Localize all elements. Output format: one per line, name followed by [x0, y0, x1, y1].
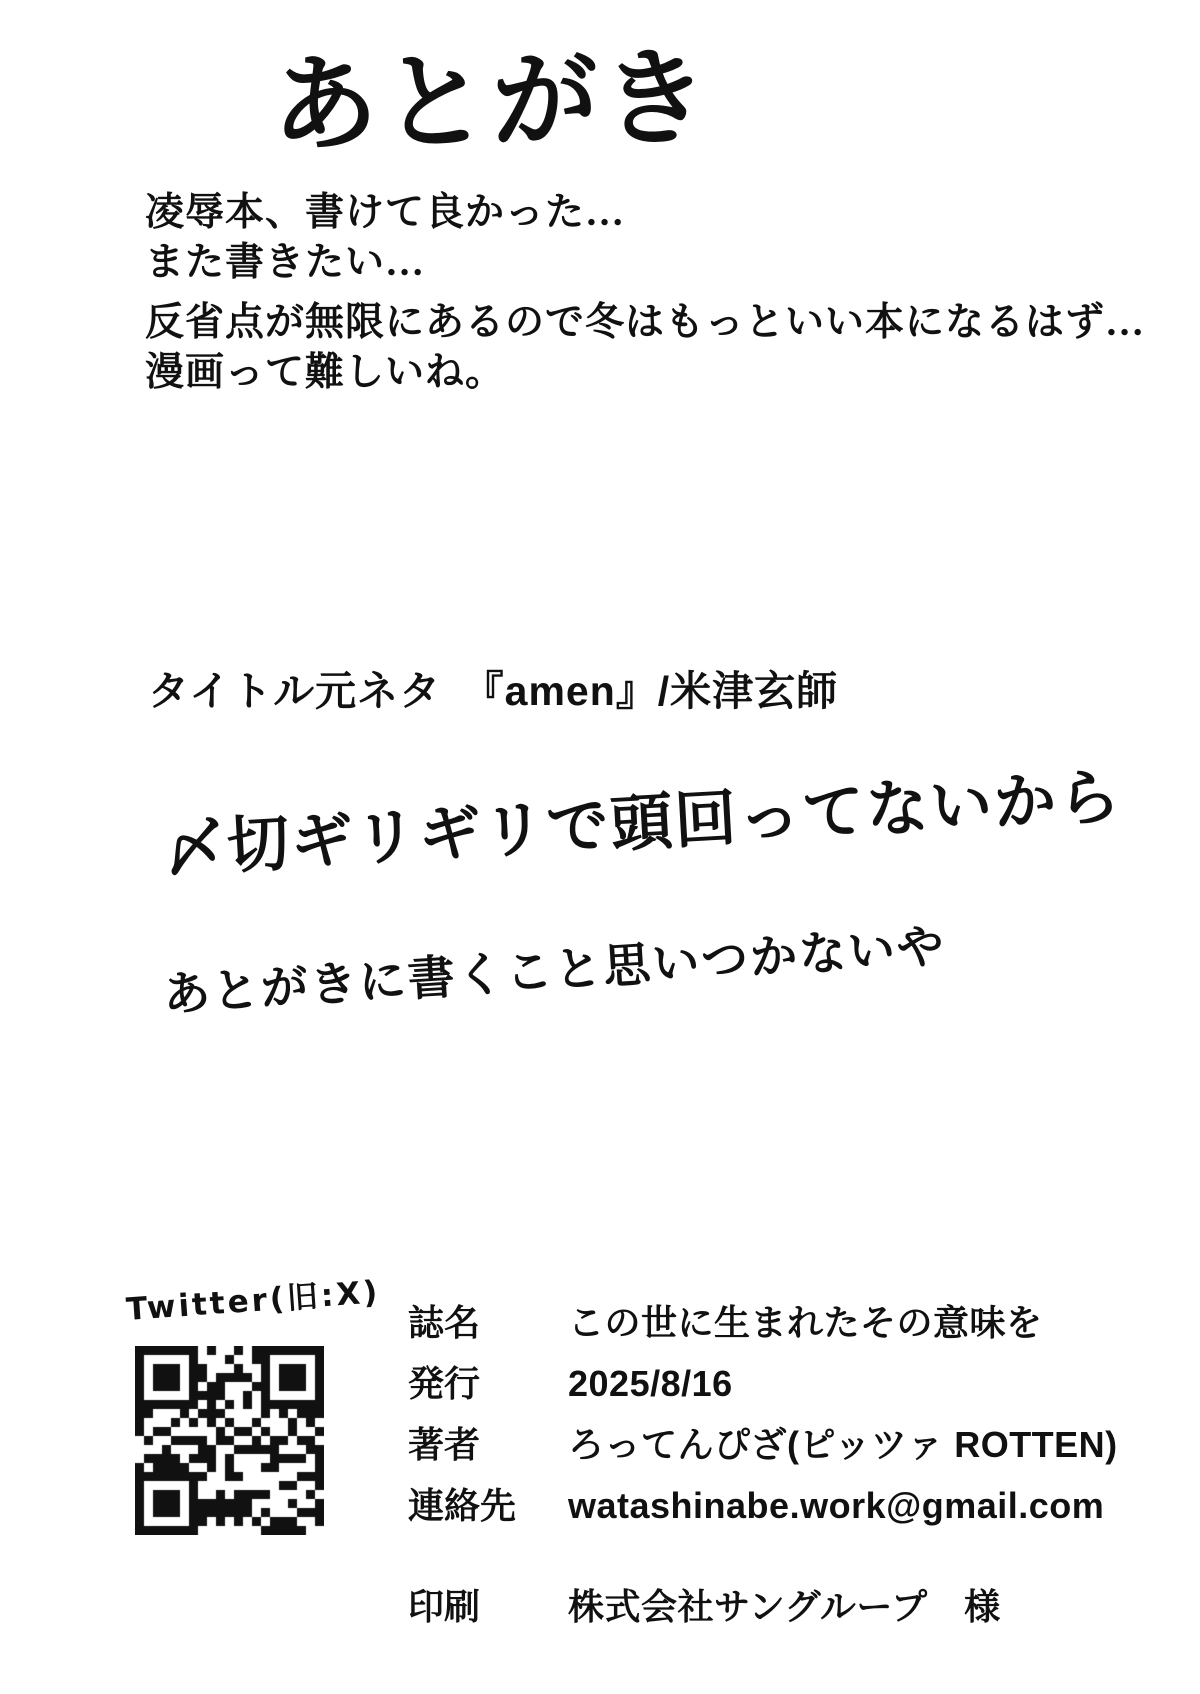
colophon	[408, 1295, 1118, 1640]
afterword-paragraph-2	[145, 298, 1145, 398]
qr-code	[135, 1346, 324, 1535]
colophon-row-contact	[408, 1478, 1118, 1529]
colophon-row-title	[408, 1295, 1118, 1346]
colophon-value: この世に生まれたその意味を	[568, 1303, 1043, 1343]
colophon-label: 著者	[408, 1424, 481, 1465]
paragraph-2-line-2: 漫画って難しいね。	[145, 351, 506, 394]
colophon-row-published	[408, 1356, 1118, 1407]
paragraph-1-line-2: また書きたい…	[145, 241, 426, 284]
twitter-handle-label: Twitter(旧:X)	[124, 1274, 382, 1328]
page-title: あとがき	[270, 36, 714, 167]
colophon-label: 印刷	[408, 1586, 481, 1627]
colophon-value: watashinabe.work@gmail.com	[568, 1485, 1105, 1526]
colophon-row-printer	[408, 1579, 1118, 1630]
colophon-label: 誌名	[408, 1302, 481, 1343]
colophon-label: 連絡先	[408, 1485, 517, 1526]
colophon-value: ろってんぴざ(ピッツァ ROTTEN)	[568, 1424, 1118, 1465]
handwritten-note-2: あとがきに書くこと思いつかないや	[161, 918, 948, 1023]
afterword-paragraph-1	[145, 188, 625, 288]
colophon-value: 2025/8/16	[568, 1363, 733, 1404]
title-source-note: タイトル元ネタ 『amen』/米津玄師	[148, 668, 839, 714]
paragraph-1-line-1: 凌辱本、書けて良かった…	[145, 191, 626, 234]
handwritten-note-1: 〆切ギリギリで頭回ってないから	[161, 759, 1124, 886]
paragraph-2-line-1: 反省点が無限にあるので冬はもっといい本になるはず…	[145, 301, 1146, 344]
colophon-row-author	[408, 1417, 1118, 1468]
colophon-value: 株式会社サングループ 様	[568, 1586, 1001, 1627]
colophon-label: 発行	[408, 1363, 481, 1404]
